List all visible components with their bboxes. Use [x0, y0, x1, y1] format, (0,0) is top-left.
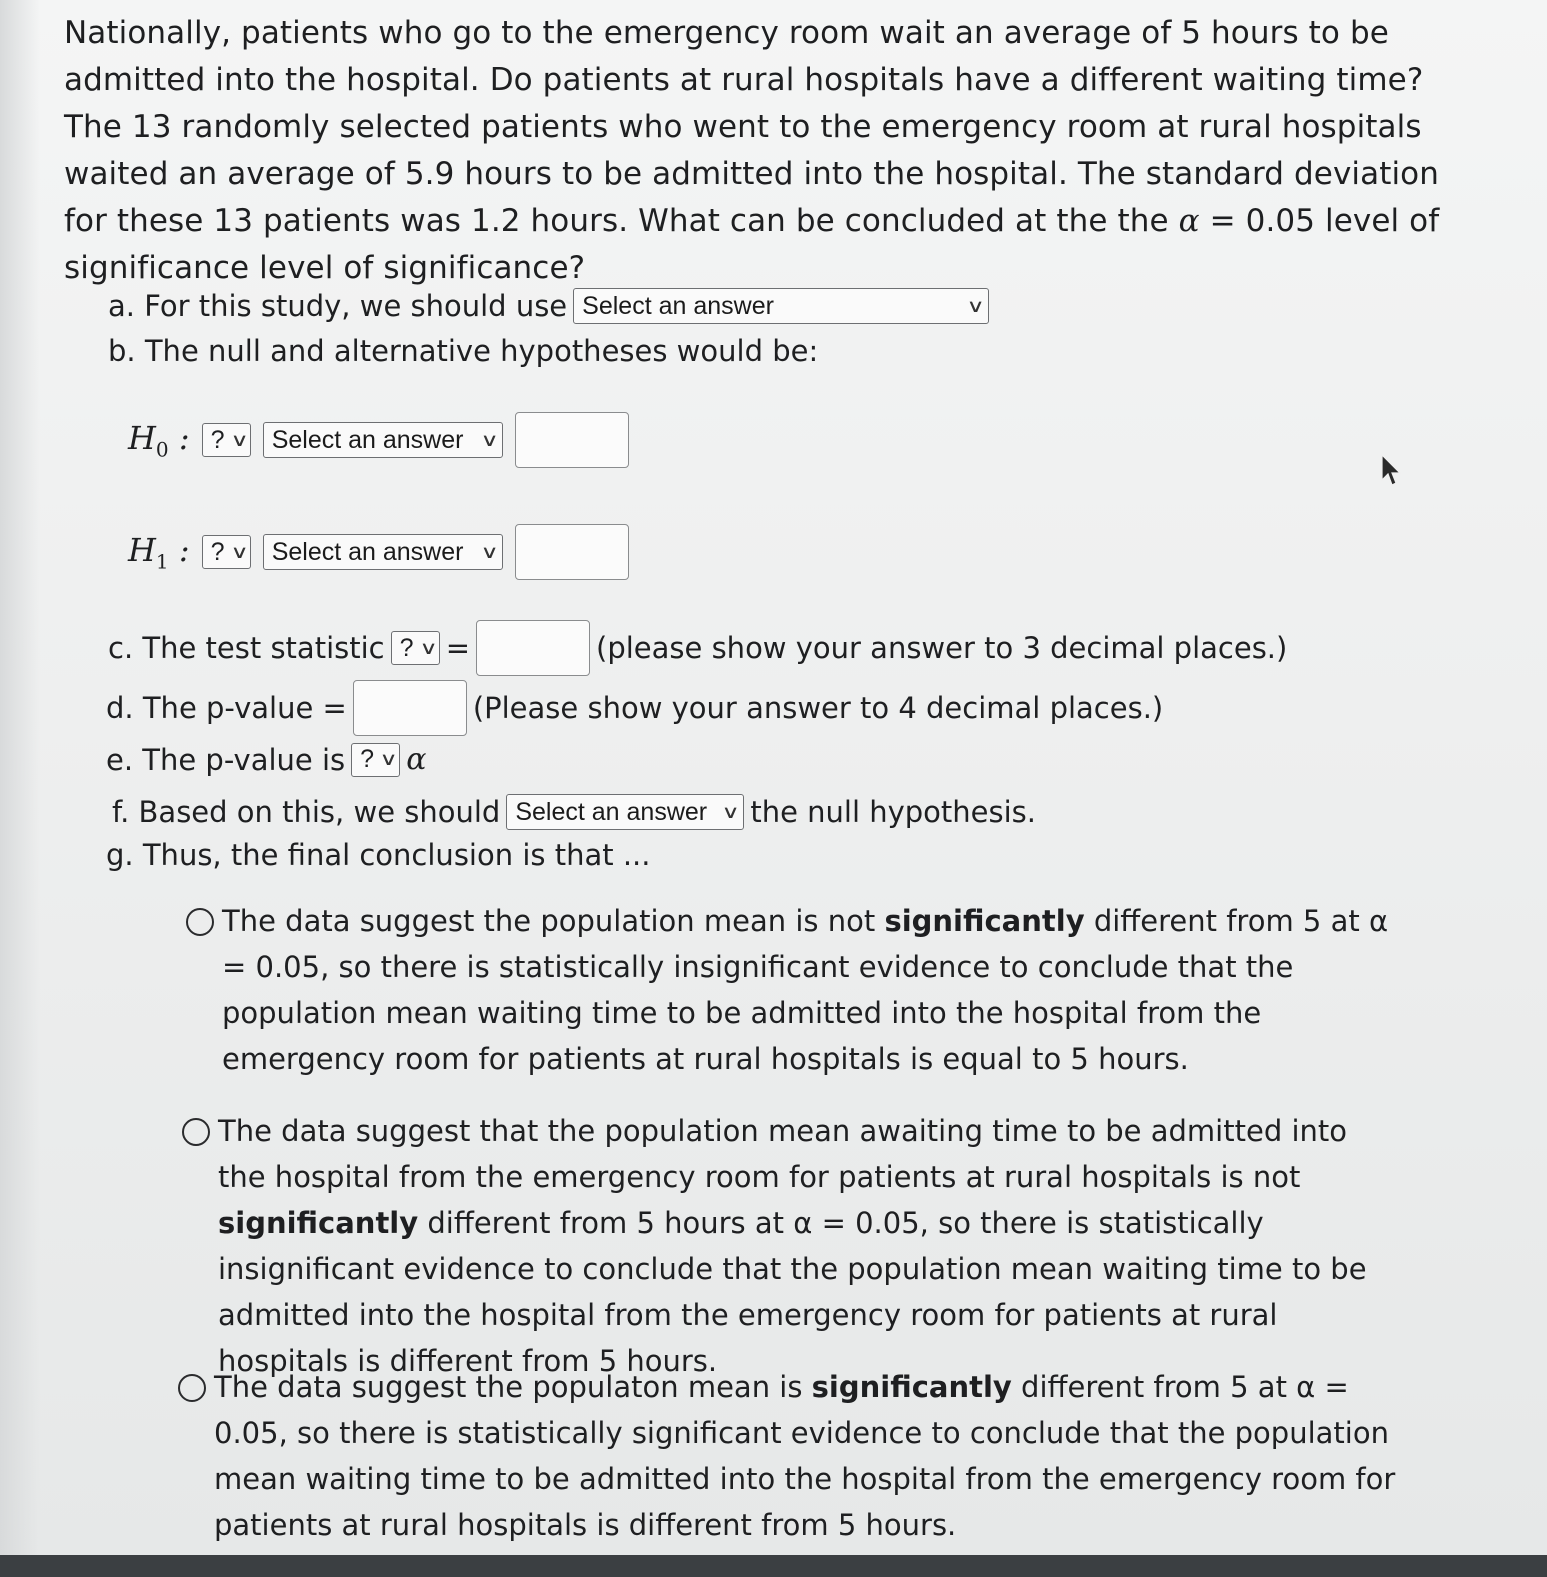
part-a-row — [108, 288, 995, 324]
option-3-bold-word: significantly — [811, 1370, 1012, 1404]
h0-row — [128, 412, 635, 468]
conclusion-option-3[interactable] — [178, 1364, 1398, 1548]
h1-value-input[interactable] — [515, 524, 629, 580]
question-part1: Nationally, patients who go to the emergency room wait an average of 5 hours to be admitted into the hospital. Do patients at rural hospitals have a different waiting time? The 13 randomly selected patients who went to the emergency room at rural hospitals waited an average of 5.9 hours to be admitted into the hospital. The standard deviation for these 13 patients was 1.2 hours. What can be concluded at the the — [64, 15, 1439, 239]
option-1-bold-word: significantly — [884, 904, 1085, 938]
h1-parameter-select[interactable] — [202, 535, 251, 569]
h0-subscript: 0 — [155, 437, 169, 462]
test-statistic-type-select[interactable] — [391, 631, 440, 665]
part-b-label: b. The null and alternative hypotheses would be: — [108, 334, 819, 368]
screen-edge-shadow — [0, 0, 40, 1577]
alpha-symbol: α — [1178, 203, 1200, 239]
part-e-row — [106, 742, 426, 777]
conclusion-option-2[interactable] — [182, 1108, 1402, 1384]
option-3-text-before: The data suggest the populaton mean is — [214, 1370, 812, 1404]
chevron-down-icon: ∨ — [721, 801, 740, 822]
part-e-label: e. The p-value is — [106, 742, 346, 777]
part-c-hint: (please show your answer to 3 decimal places.) — [596, 631, 1288, 665]
h1-label — [128, 531, 190, 573]
option-text — [214, 1364, 1398, 1548]
radio-button[interactable] — [186, 908, 214, 936]
part-d-row — [106, 680, 1163, 736]
question-text — [64, 10, 1484, 292]
mouse-cursor-icon — [1380, 454, 1404, 488]
screen-bottom-bezel — [0, 1555, 1547, 1577]
part-c-row — [108, 620, 1287, 676]
h1-relation-value: Select an answer — [271, 537, 464, 566]
part-d-label: d. The p-value = — [106, 691, 347, 725]
part-f-after-text: the null hypothesis. — [750, 795, 1037, 829]
option-1-text-after: different from 5 at α = 0.05, so there is statistically insignificant evidence to conclude that the population mean waiting time to be admitted into the hospital from the emergency room for patients at rural hospitals is equal to 5 hours. — [222, 904, 1389, 1076]
decision-select-value: Select an answer — [515, 797, 708, 826]
h0-relation-select[interactable] — [263, 422, 503, 458]
h0-parameter-value: ? — [210, 425, 225, 454]
option-2-text-after: different from 5 hours at α = 0.05, so there is statistically insignificant evidence to conclude that the population mean waiting time to be admitted into the hospital from the emergency room for patients at rural hospitals is different from 5 hours. — [218, 1206, 1367, 1378]
decision-select[interactable] — [506, 794, 744, 830]
h1-relation-select[interactable] — [263, 534, 503, 570]
chevron-down-icon: ∨ — [966, 295, 985, 316]
h0-parameter-select[interactable] — [202, 423, 251, 457]
test-statistic-type-value: ? — [399, 633, 414, 662]
p-value-input[interactable] — [353, 680, 467, 736]
option-3-text-after: different from 5 at α = 0.05, so there is statistically significant evidence to conclude that the population mean waiting time to be admitted into the hospital from the emergency room for patients at rural hospitals is different from 5 hours. — [214, 1370, 1396, 1542]
part-c-label: c. The test statistic — [108, 631, 385, 665]
part-g-label: g. Thus, the final conclusion is that ... — [106, 838, 651, 872]
option-2-bold-word: significantly — [218, 1206, 419, 1240]
h0-relation-value: Select an answer — [271, 425, 464, 454]
part-b-row — [108, 334, 818, 368]
alpha-symbol: α — [406, 742, 427, 777]
option-text — [222, 898, 1406, 1082]
chevron-down-icon: ∨ — [418, 637, 438, 658]
radio-button[interactable] — [182, 1118, 210, 1146]
h1-subscript: 1 — [155, 549, 169, 574]
h0-label — [128, 419, 190, 461]
chevron-down-icon: ∨ — [379, 749, 398, 769]
chevron-down-icon: ∨ — [479, 429, 499, 450]
conclusion-option-1[interactable] — [186, 898, 1406, 1082]
test-statistic-input[interactable] — [476, 620, 590, 676]
chevron-down-icon: ∨ — [229, 541, 249, 562]
option-text — [218, 1108, 1402, 1384]
h1-row — [128, 524, 635, 580]
h0-letter: H — [128, 418, 156, 457]
h0-colon: : — [178, 418, 190, 457]
radio-button[interactable] — [178, 1374, 206, 1402]
option-1-text-before: The data suggest the population mean is not — [222, 904, 885, 938]
part-f-row — [112, 794, 1036, 830]
h1-letter: H — [128, 530, 156, 569]
h0-value-input[interactable] — [515, 412, 629, 468]
chevron-down-icon: ∨ — [229, 429, 249, 450]
equals-sign: = — [445, 631, 471, 665]
h1-colon: : — [178, 530, 190, 569]
part-g-row — [106, 838, 650, 872]
study-type-select-value: Select an answer — [582, 291, 774, 320]
p-value-comparison-select[interactable] — [351, 743, 400, 777]
question-part2: = 0.05 level of significance level of significance? — [64, 203, 1440, 286]
part-d-hint: (Please show your answer to 4 decimal places.) — [472, 691, 1164, 725]
option-2-text-before: The data suggest that the population mean awaiting time to be admitted into the hospital from the emergency room for patients at rural hospitals is not — [218, 1114, 1347, 1194]
h1-parameter-value: ? — [210, 537, 225, 566]
part-a-label: a. For this study, we should use — [108, 289, 568, 323]
chevron-down-icon: ∨ — [479, 541, 499, 562]
study-type-select[interactable] — [573, 288, 989, 324]
p-value-comparison-value: ? — [360, 745, 375, 773]
part-f-label: f. Based on this, we should — [112, 795, 501, 829]
